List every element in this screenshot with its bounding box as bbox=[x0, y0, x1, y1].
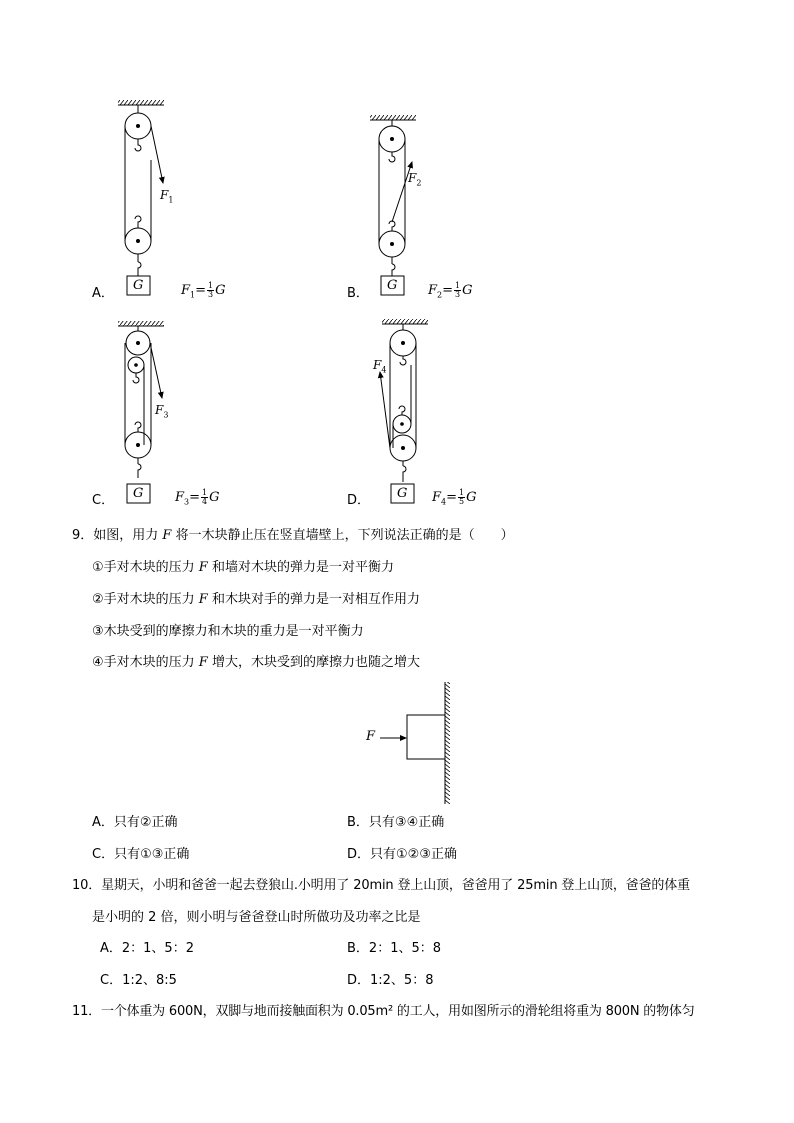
pulley-figure-b bbox=[370, 115, 416, 295]
q9-choice-d: D．只有①②③正确 bbox=[347, 847, 457, 862]
arrow-label-f4: $F_4$ bbox=[373, 358, 387, 375]
weight-box-label-a: G bbox=[133, 278, 144, 293]
weight-box-label-c: G bbox=[133, 486, 144, 501]
arrow-label-f3: $F_3$ bbox=[155, 403, 169, 420]
arrow-label-f2: $F_2$ bbox=[408, 171, 422, 188]
block-force-label: F bbox=[366, 729, 376, 744]
q9-choice-b: B．只有③④正确 bbox=[347, 815, 445, 830]
q9-statement-4: ④手对木块的压力 F 增大，木块受到的摩擦力也随之增大 bbox=[92, 655, 420, 670]
q10-choice-d: D．1:2、5：8 bbox=[347, 973, 434, 988]
formula-c: $F_3=$ $\frac{1}{4}$ G bbox=[175, 488, 220, 507]
weight-box-label-b: G bbox=[387, 278, 398, 293]
weight-box-label-d: G bbox=[397, 486, 408, 501]
q9-choice-c: C．只有①③正确 bbox=[92, 847, 190, 862]
q10-choice-c: C．1:2、8:5 bbox=[100, 973, 177, 988]
option-letter-d: D． bbox=[347, 493, 371, 508]
pulley-figure-a bbox=[118, 100, 164, 295]
q9-statement-3: ③木块受到的摩擦力和木块的重力是一对平衡力 bbox=[92, 624, 364, 639]
q9-statement-2: ②手对木块的压力 F 和木块对手的弹力是一对相互作用力 bbox=[92, 592, 420, 607]
arrow-label-f1: $F_1$ bbox=[160, 188, 174, 205]
formula-d: $F_4=$ $\frac{1}{5}$ G bbox=[432, 488, 477, 507]
option-letter-c: C． bbox=[92, 493, 115, 508]
q10-choice-a: A．2：1、5：2 bbox=[100, 941, 194, 956]
q10-stem-line-1: 10．星期天，小明和爸爸一起去登狼山.小明用了 20min 登上山顶，爸爸用了 25min 登上山顶，爸爸的体重 bbox=[72, 878, 690, 893]
q10-choice-b: B．2：1、5：8 bbox=[347, 941, 442, 956]
q9-statement-1: ①手对木块的压力 F 和墙对木块的弹力是一对平衡力 bbox=[92, 560, 394, 575]
pulley-figures bbox=[0, 0, 794, 520]
option-letter-a: A． bbox=[92, 286, 114, 301]
q9-choice-a: A．只有②正确 bbox=[92, 815, 178, 830]
q11-stem-line-1: 11．一个体重为 600N，双脚与地而接触面积为 0.05m² 的工人，用如图所示的滑轮组将重为 800N 的物体匀 bbox=[72, 1004, 695, 1019]
option-letter-b: B． bbox=[347, 286, 369, 301]
pulley-figure-d bbox=[380, 319, 428, 503]
q9-stem: 9．如图，用力 F 将一木块静止压在竖直墙壁上，下列说法正确的是（ ） bbox=[72, 528, 514, 543]
formula-b: $F_2=$ $\frac{1}{3}$ G bbox=[428, 281, 473, 300]
q10-stem-line-2: 是小明的 2 倍，则小明与爸爸登山时所做功及功率之比是 bbox=[92, 910, 421, 925]
formula-a: $F_1=$ $\frac{1}{3}$ G bbox=[181, 281, 226, 300]
